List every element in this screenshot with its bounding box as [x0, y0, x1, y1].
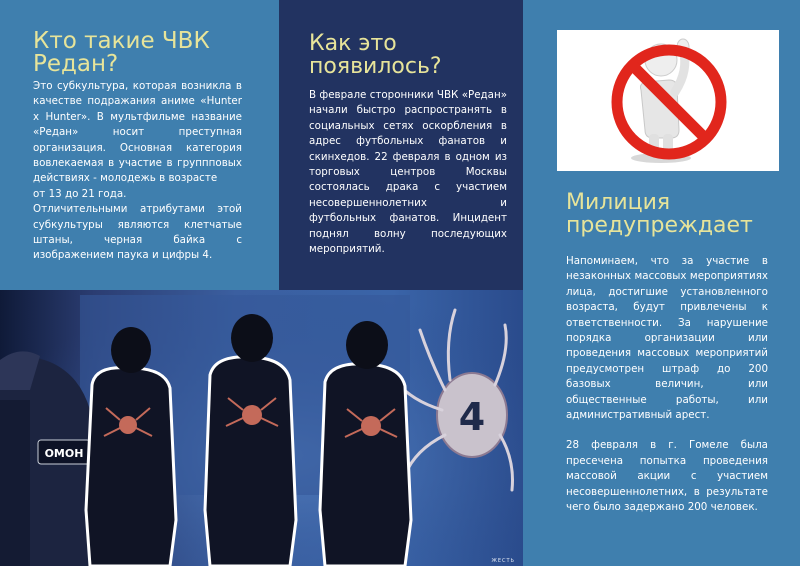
photo-illustration [0, 290, 523, 566]
left-title: Кто такие ЧВК Редан? [33, 28, 210, 77]
middle-body [309, 88, 507, 257]
middle-title: Как это появилось? [309, 31, 442, 79]
right-column [523, 0, 800, 566]
left-body [33, 79, 242, 264]
right-title: Милиция предупреждает [566, 190, 753, 238]
left-paragraph-1: Это субкультура, которая возникла в качестве подражания аниме «Hunter x Hunter». В мультфильме название «Редан» носит преступная организация. Основная категория вовлекаемая в участие в группповых действиях - молодежь в возрасте [33, 80, 242, 185]
photo-collage [0, 290, 523, 566]
middle-paragraph-1: В феврале сторонники ЧВК «Редан» начали быстро распространять в социальных сетях оскорбления в адрес футбольных фанатов и скинхедов. 22 февраля в одном из торговых центров Москвы состоялась драка с участием несовершеннолетних и футбольных фанатов. Инцидент поднял волну последующих мероприятий. [309, 89, 507, 256]
stop-sign-icon [557, 30, 779, 171]
left-paragraph-3: Отличительными атрибутами этой субкультуры являются клетчатые штаны, черная байка с изображением паука и цифры 4. [33, 203, 242, 262]
right-paragraph-2: 28 февраля в г. Гомеле была пресечена попытка проведения массовой акции с участием несовершеннолетних, в результате чего было задержано 200 человек. [566, 439, 768, 514]
omon-badge: ОМОН [44, 447, 84, 460]
photo-watermark: ЖЕСТЬ [491, 558, 515, 564]
patch-number: 4 [458, 395, 486, 439]
stop-picture [557, 30, 779, 171]
right-paragraph-1: Напоминаем, что за участие в незаконных массовых мероприятиях лица, достигшие установленного возраста, будут привлечены к ответственности. За нарушение порядка организации или проведения массовых мероприятий предусмотрен штраф до 200 базовых величин, или общественные работы, или административный арест. [566, 255, 768, 422]
left-paragraph-2: от 13 до 21 года. [33, 187, 127, 200]
right-body [566, 254, 768, 516]
left-column [0, 0, 279, 290]
middle-column [279, 0, 523, 290]
